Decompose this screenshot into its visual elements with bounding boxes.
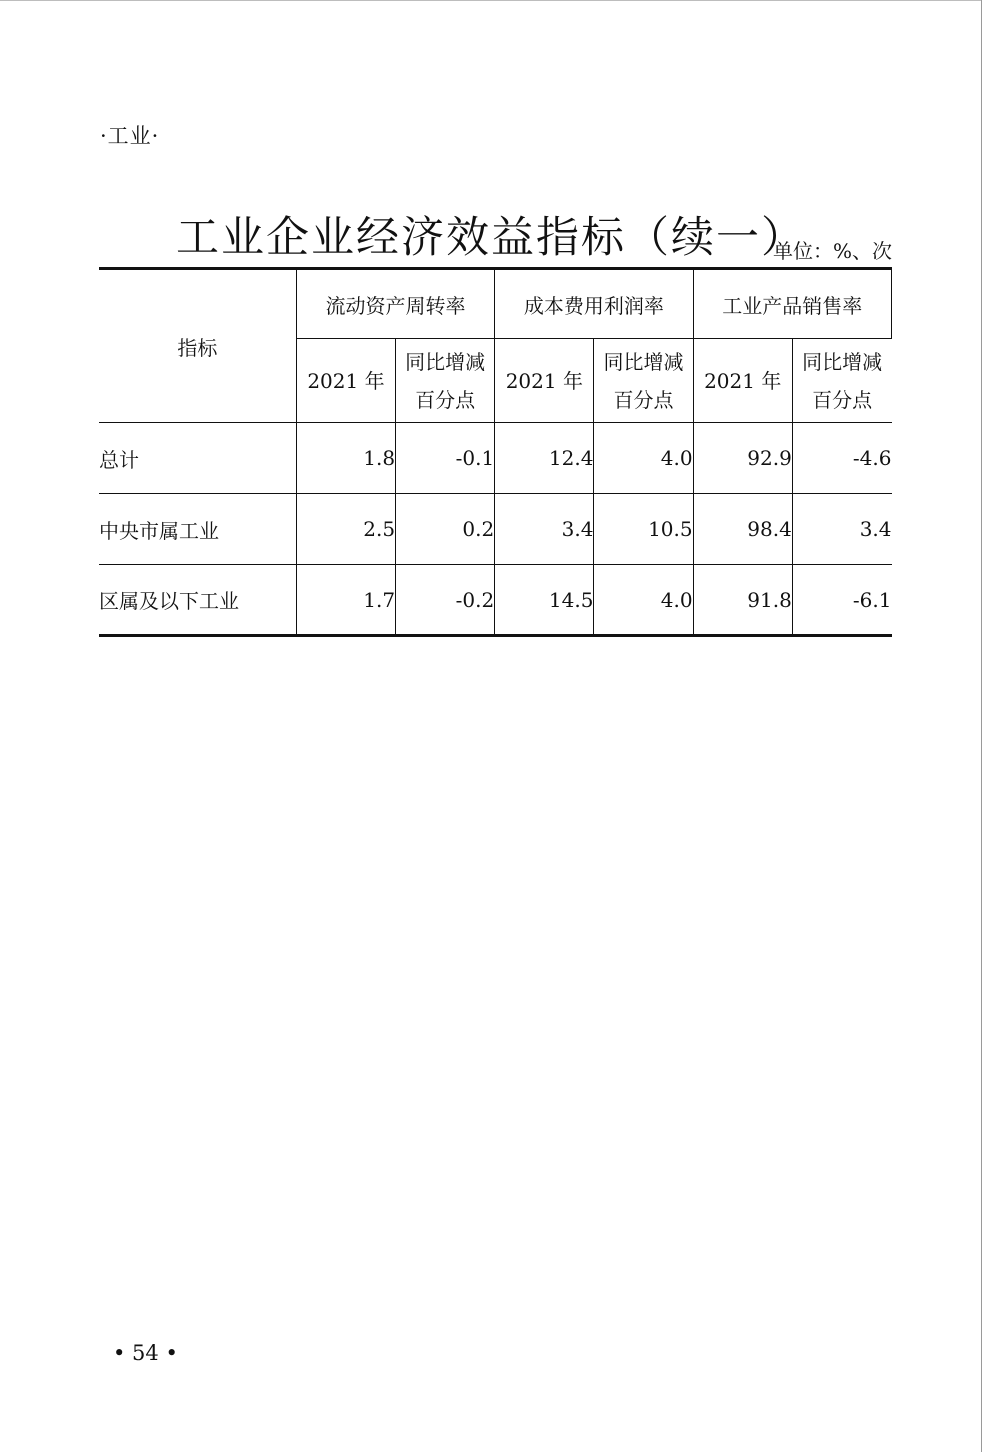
table-cell: 3.4 [792, 494, 891, 565]
sub-header-change-line1: 同比增减 [802, 349, 883, 374]
table-row [99, 423, 892, 494]
table-cell: 4.0 [594, 423, 693, 494]
sub-header-change-line2: 百分点 [415, 387, 476, 412]
sub-header-change-line2: 百分点 [613, 387, 674, 412]
sub-header-change [396, 339, 495, 423]
page-top-edge [0, 0, 982, 1]
sub-header-change [594, 339, 693, 423]
table-cell: 1.8 [296, 423, 395, 494]
group-header-current-asset-turnover: 流动资产周转率 [296, 269, 494, 339]
table-cell: 10.5 [594, 494, 693, 565]
sub-header-change [792, 339, 891, 423]
sub-header-year: 2021 年 [693, 339, 792, 423]
page-number: • 54 • [113, 1341, 178, 1365]
section-tag: ·工业· [100, 124, 160, 148]
indicator-table [99, 267, 892, 637]
table-cell: 4.0 [594, 565, 693, 636]
sub-header-change-line1: 同比增减 [603, 349, 684, 374]
indicator-header: 指标 [99, 269, 296, 423]
table-cell: 12.4 [495, 423, 594, 494]
table-cell: -0.2 [396, 565, 495, 636]
table-cell: -0.1 [396, 423, 495, 494]
group-header-product-sales-rate: 工业产品销售率 [693, 269, 891, 339]
table-cell: 0.2 [396, 494, 495, 565]
table-cell: -6.1 [792, 565, 891, 636]
table-group-header-row [99, 269, 892, 339]
table-cell: 1.7 [296, 565, 395, 636]
table-cell: 92.9 [693, 423, 792, 494]
table-cell: -4.6 [792, 423, 891, 494]
row-label: 中央市属工业 [99, 494, 296, 565]
group-header-cost-profit-margin: 成本费用利润率 [495, 269, 693, 339]
sub-header-year: 2021 年 [296, 339, 395, 423]
sub-header-year: 2021 年 [495, 339, 594, 423]
sub-header-change-line2: 百分点 [812, 387, 873, 412]
unit-label: 单位：%、次 [772, 239, 892, 263]
sub-header-change-line1: 同比增减 [405, 349, 486, 374]
table-cell: 2.5 [296, 494, 395, 565]
page-title: 工业企业经济效益指标（续一） [176, 212, 806, 263]
row-label: 区属及以下工业 [99, 565, 296, 636]
table-cell: 3.4 [495, 494, 594, 565]
table-cell: 14.5 [495, 565, 594, 636]
row-label: 总计 [99, 423, 296, 494]
table-row [99, 565, 892, 636]
table-cell: 91.8 [693, 565, 792, 636]
table-row [99, 494, 892, 565]
table-cell: 98.4 [693, 494, 792, 565]
